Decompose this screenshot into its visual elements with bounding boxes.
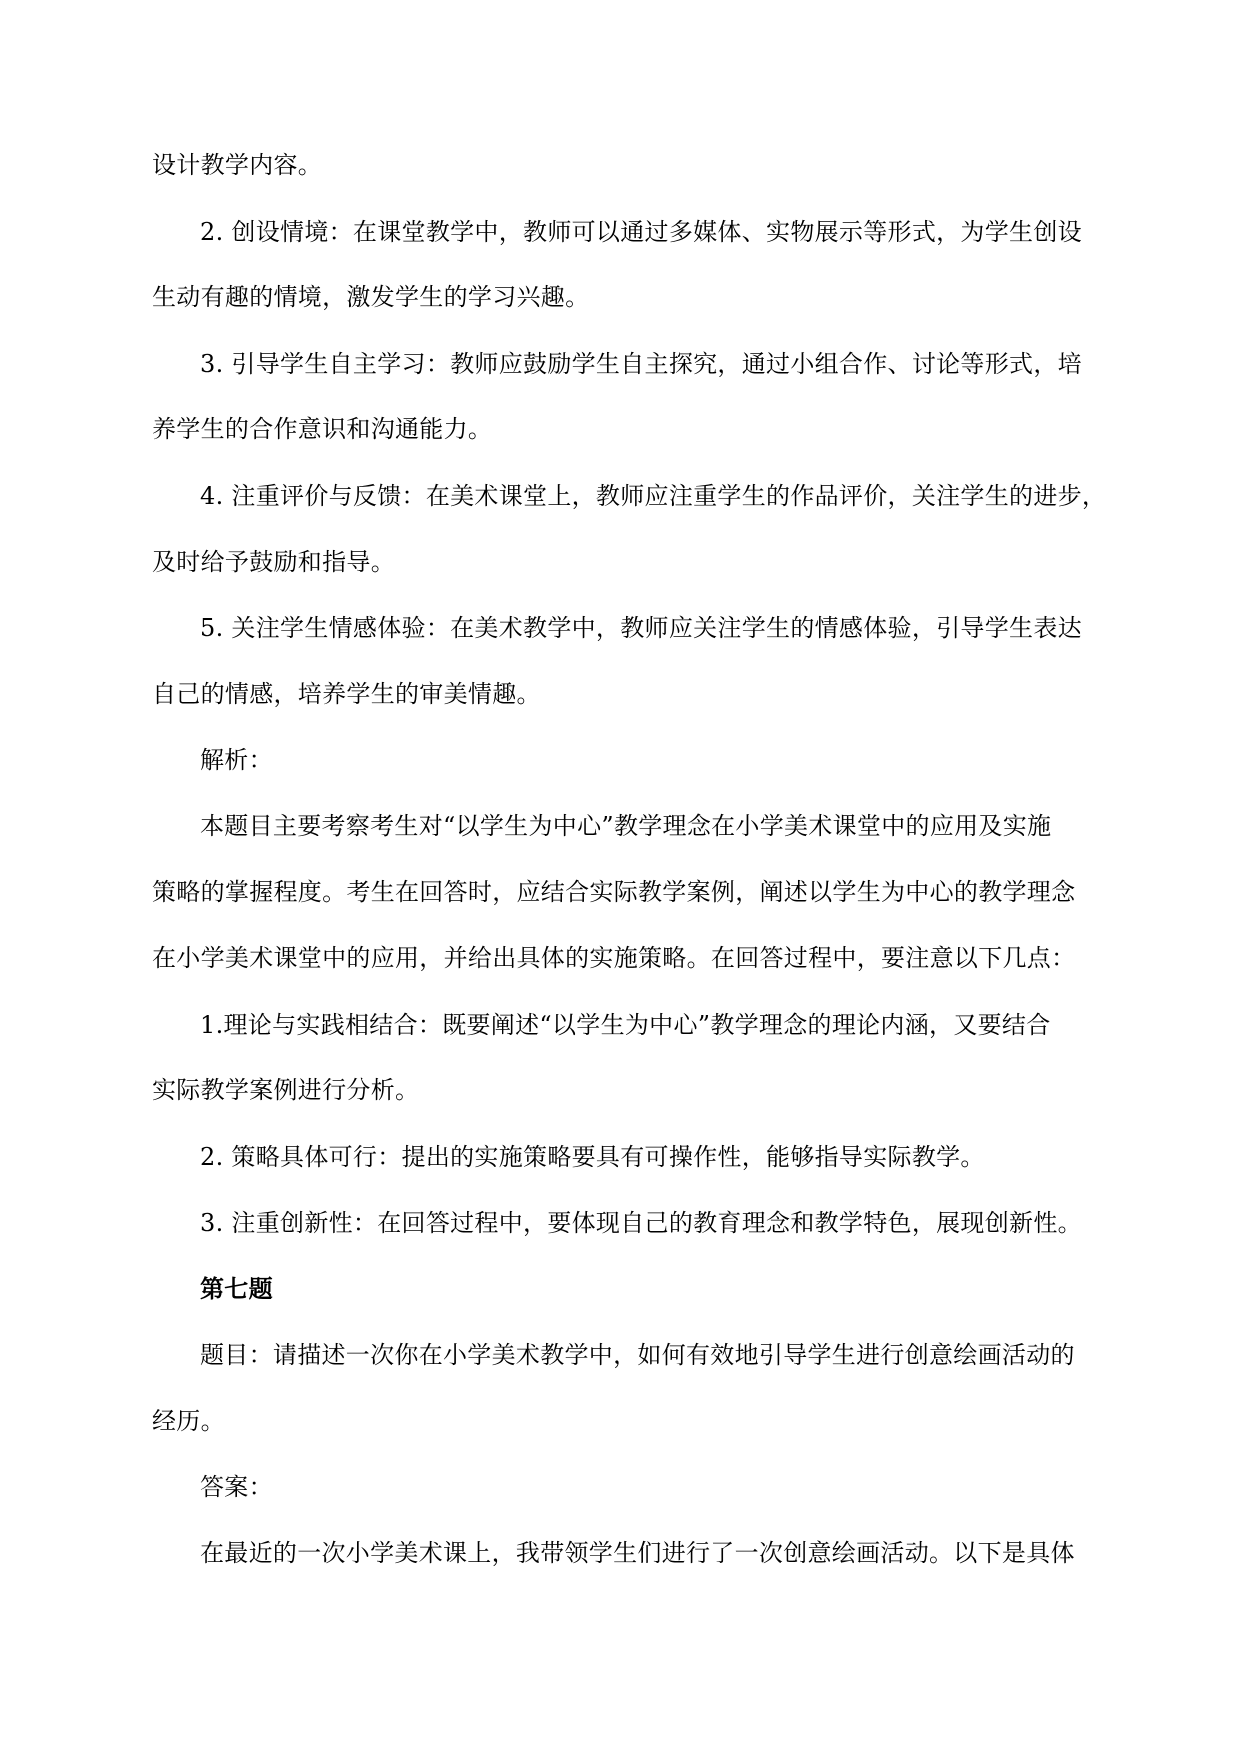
text-line: 设计教学内容。 <box>152 151 323 179</box>
text-line: 1.理论与实践相结合：既要阐述“以学生为中心”教学理念的理论内涵，又要结合 <box>200 1011 1051 1039</box>
text-line: 生动有趣的情境，激发学生的学习兴趣。 <box>152 283 590 311</box>
section-label-analysis: 解析： <box>200 746 273 774</box>
document-page <box>152 0 1107 1754</box>
text-line: 2. 创设情境：在课堂教学中，教师可以通过多媒体、实物展示等形式，为学生创设 <box>200 218 1082 246</box>
section-heading: 第七题 <box>200 1274 273 1303</box>
text-line: 题目：请描述一次你在小学美术教学中，如何有效地引导学生进行创意绘画活动的 <box>200 1341 1075 1369</box>
text-line: 在最近的一次小学美术课上，我带领学生们进行了一次创意绘画活动。以下是具体 <box>200 1539 1075 1567</box>
text-line: 及时给予鼓励和指导。 <box>152 548 395 576</box>
text-line: 4. 注重评价与反馈：在美术课堂上，教师应注重学生的作品评价，关注学生的进步， <box>200 482 1107 510</box>
text-line: 自己的情感，培养学生的审美情趣。 <box>152 680 541 708</box>
text-line: 在小学美术课堂中的应用，并给出具体的实施策略。在回答过程中，要注意以下几点： <box>152 944 1076 972</box>
text-line: 策略的掌握程度。考生在回答时，应结合实际教学案例，阐述以学生为中心的教学理念 <box>152 878 1076 906</box>
text-line: 3. 注重创新性：在回答过程中，要体现自己的教育理念和教学特色，展现创新性。 <box>200 1209 1082 1237</box>
text-line: 2. 策略具体可行：提出的实施策略要具有可操作性，能够指导实际教学。 <box>200 1143 985 1171</box>
text-line: 实际教学案例进行分析。 <box>152 1076 420 1104</box>
text-line: 本题目主要考察考生对“以学生为中心”教学理念在小学美术课堂中的应用及实施 <box>200 812 1052 840</box>
text-line: 经历。 <box>152 1407 225 1435</box>
section-label-answer: 答案： <box>200 1473 273 1501</box>
text-line: 5. 关注学生情感体验：在美术教学中，教师应关注学生的情感体验，引导学生表达 <box>200 614 1082 642</box>
text-line: 3. 引导学生自主学习：教师应鼓励学生自主探究，通过小组合作、讨论等形式，培 <box>200 350 1082 378</box>
text-line: 养学生的合作意识和沟通能力。 <box>152 415 493 443</box>
